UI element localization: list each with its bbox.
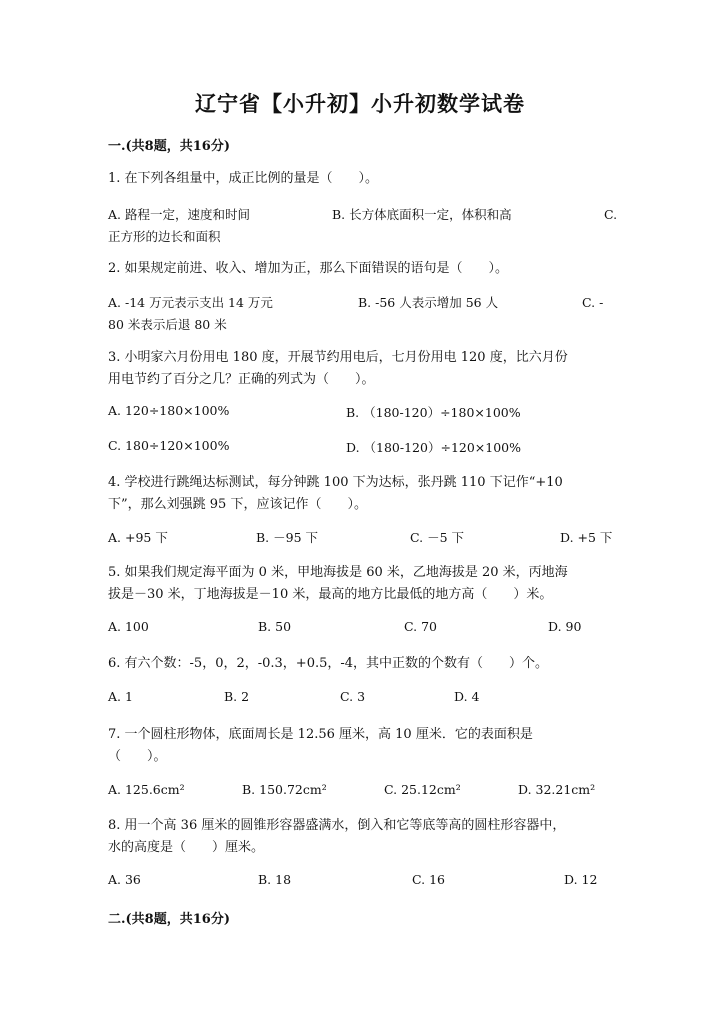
question-8-line-1: 8. 用一个高 36 厘米的圆锥形容器盛满水，倒入和它等底等高的圆柱形容器中， (108, 818, 566, 833)
option-c-text: 80 米表示后退 80 米 (108, 317, 227, 332)
option-b: B. 2 (224, 689, 250, 704)
option-c: C. －5 下 (410, 530, 464, 545)
option-b: B. -56 人表示增加 56 人 (358, 295, 499, 310)
option-c-text: 正方形的边长和面积 (108, 229, 221, 244)
option-b: B. －95 下 (256, 530, 319, 545)
option-a: A. -14 万元表示支出 14 万元 (108, 295, 273, 310)
option-a: A. 125.6cm² (108, 782, 185, 797)
option-d: D. 12 (564, 872, 598, 887)
option-c-label: C. (604, 207, 618, 222)
question-5-line-1: 5. 如果我们规定海平面为 0 米，甲地海拔是 60 米，乙地海拔是 20 米，丙地海 (108, 565, 568, 580)
option-c: C. 70 (404, 619, 437, 634)
question-8-options (108, 872, 620, 894)
question-4-line-2: 下”，那么刘强跳 95 下，应该记作（ ）。 (108, 497, 367, 512)
question-8 (108, 815, 620, 859)
option-d: D. 90 (548, 619, 582, 634)
option-b: B. 50 (258, 619, 292, 634)
option-a: A. +95 下 (108, 530, 168, 545)
option-b: B. 150.72cm² (242, 782, 327, 797)
question-4-line-1: 4. 学校进行跳绳达标测试，每分钟跳 100 下为达标，张丹跳 110 下记作“+10 (108, 475, 563, 490)
section-heading-2: 二.(共8题，共16分) (108, 912, 230, 927)
option-d: D. +5 下 (560, 530, 613, 545)
question-8-line-2: 水的高度是（ ）厘米。 (108, 840, 265, 855)
page-title: 辽宁省【小升初】小升初数学试卷 (195, 91, 525, 116)
option-a: A. 路程一定，速度和时间 (108, 207, 250, 222)
question-5-line-2: 拔是－30 米，丁地海拔是－10 米，最高的地方比最低的地方高（ ）米。 (108, 587, 553, 602)
question-3-options-row-2 (108, 438, 620, 460)
question-2-options (108, 292, 620, 336)
question-6-options (108, 689, 620, 711)
question-5 (108, 562, 620, 606)
question-3-options-row-1 (108, 403, 620, 425)
question-4 (108, 472, 620, 516)
question-2: 2. 如果规定前进、收入、增加为正，那么下面错误的语句是（ ）。 (108, 261, 509, 276)
option-b: B. 18 (258, 872, 292, 887)
question-4-options (108, 528, 620, 550)
option-d: D. 32.21cm² (518, 782, 596, 797)
question-1-options (108, 204, 620, 248)
question-3 (108, 347, 620, 391)
option-c-label: C. - (582, 295, 604, 310)
option-c: C. 3 (340, 689, 366, 704)
option-a: A. 1 (108, 689, 133, 704)
option-a: A. 100 (108, 619, 149, 634)
option-a: A. 36 (108, 872, 141, 887)
question-3-line-1: 3. 小明家六月份用电 180 度，开展节约用电后，七月份用电 120 度，比六月份 (108, 350, 568, 365)
option-b: B. （180-120）÷180×100% (346, 405, 521, 420)
section-heading-1: 一.(共8题，共16分) (108, 139, 230, 154)
question-7 (108, 724, 620, 768)
option-b: B. 长方体底面积一定，体积和高 (332, 207, 512, 222)
option-c: C. 16 (412, 872, 445, 887)
option-c: C. 180÷120×100% (108, 438, 230, 453)
question-7-line-2: （ ）。 (108, 749, 167, 764)
question-6: 6. 有六个数：-5，0，2，-0.3，+0.5，-4，其中正数的个数有（ ）个。 (108, 656, 549, 671)
option-d: D. （180-120）÷120×100% (346, 440, 522, 455)
question-7-line-1: 7. 一个圆柱形物体，底面周长是 12.56 厘米，高 10 厘米．它的表面积是 (108, 727, 533, 742)
option-a: A. 120÷180×100% (108, 403, 230, 418)
question-1: 1. 在下列各组量中，成正比例的量是（ ）。 (108, 171, 379, 186)
option-d: D. 4 (454, 689, 480, 704)
question-5-options (108, 619, 620, 641)
question-7-options (108, 782, 620, 804)
option-c: C. 25.12cm² (384, 782, 461, 797)
question-3-line-2: 用电节约了百分之几？正确的列式为（ ）。 (108, 372, 375, 387)
